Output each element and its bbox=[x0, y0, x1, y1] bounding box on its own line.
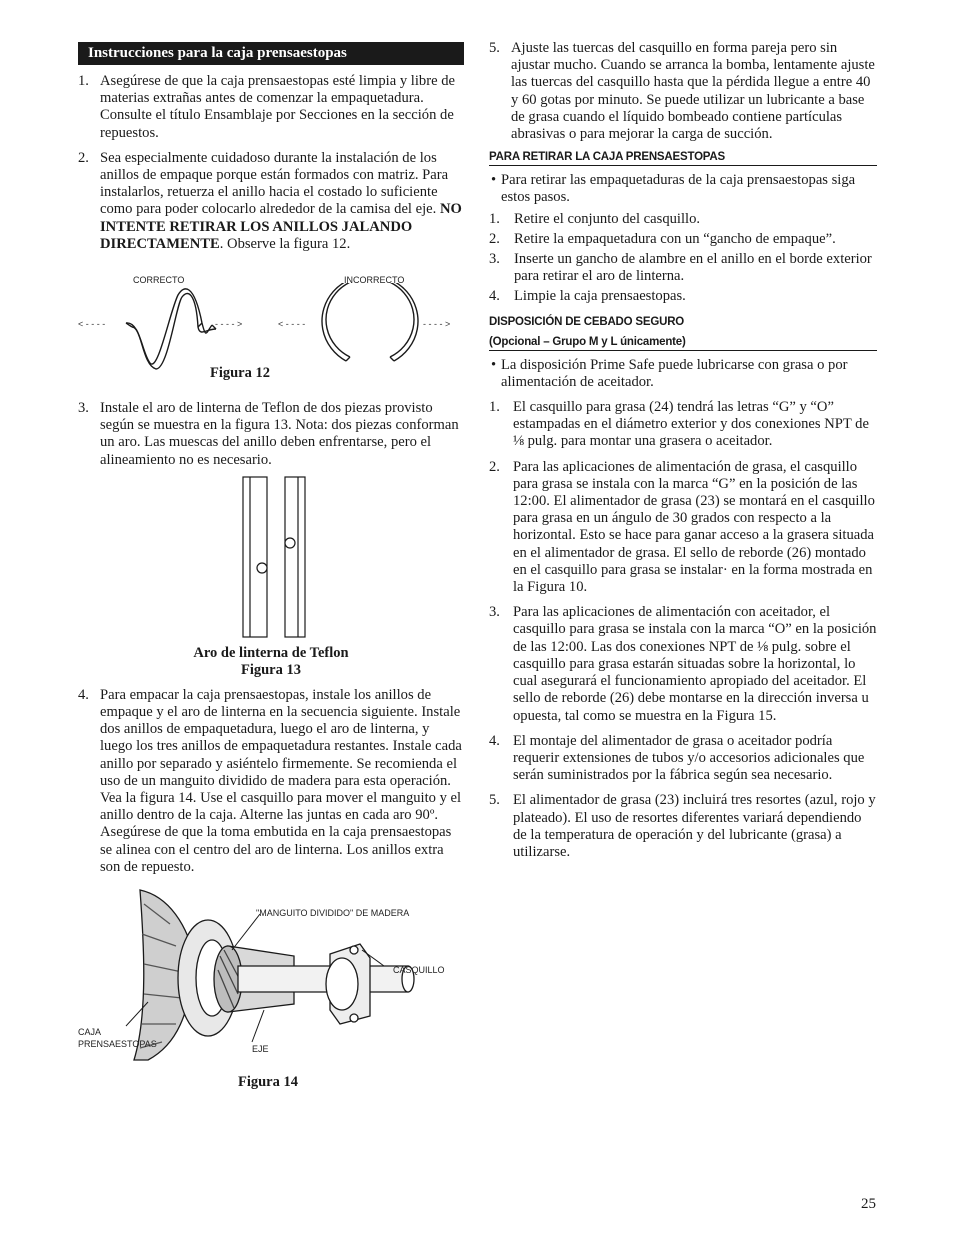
step-text: Inserte un gancho de alambre en el anillo en el borde exterior para retirar el aro de linterna. bbox=[514, 251, 872, 285]
figure-14 bbox=[78, 884, 464, 1104]
instruction-item-4 bbox=[78, 687, 464, 876]
prime-safe-bullet bbox=[489, 357, 877, 391]
step-number: 2. bbox=[489, 230, 500, 247]
item-text: Instale el aro de linterna de Teflon de dos piezas provisto según se muestra en la figura 13. Nota: dos piezas conforman un aro. Las muescas del anillo deben enfrentarse, pero el alineamiento no es necesario. bbox=[100, 400, 459, 468]
figure-12-caption: Figura 12 bbox=[209, 365, 270, 382]
item-warning: NO INTENTE RETIRAR LOS ANILLOS JALANDO DIRECTAMENTE bbox=[100, 201, 462, 252]
item-number: 3. bbox=[489, 604, 500, 621]
label-stuffing-box-2: PRENSAESTOPAS bbox=[78, 1039, 157, 1050]
item-number: 1. bbox=[78, 73, 89, 89]
figure-13-caption-title: Aro de linterna de Teflon bbox=[193, 644, 349, 661]
prime-item-3 bbox=[489, 604, 877, 724]
lantern-ring-diagram bbox=[78, 473, 464, 643]
step-number: 3. bbox=[489, 251, 500, 268]
item-number: 3. bbox=[78, 400, 89, 417]
prime-item-1 bbox=[489, 399, 877, 451]
item-text: Para las aplicaciones de alimentación con aceitador, el casquillo para grasa se instala con la marca “O” en la posición de las 12:00. Las dos conexiones NPT de ⅛ pulg. sobre el casquillo para grasa estarán situadas sobre la horizontal, lo cual asegurará el funcionamiento apropiado del aceitador. El sello de reborde (26) debe montarse en la dirección inversa u opuesta, tal como se muestra en la Figura 15. bbox=[513, 604, 877, 724]
prime-safe-subheading: (Opcional – Grupo M y L únicamente) bbox=[489, 336, 877, 351]
item-text: Sea especialmente cuidadoso durante la instalación de los anillos de empaque porque están formados con matriz. Para instalarlos, retuerza el anillo hacia el costado lo suficiente como para poder colocarlo alrededor de la camisa del eje. bbox=[100, 149, 449, 218]
section-title: Instrucciones para la caja prensaestopas bbox=[78, 42, 464, 65]
figure-13 bbox=[78, 473, 464, 683]
removal-step-4 bbox=[489, 288, 877, 305]
svg-text:< - - - -: < - - - - bbox=[278, 319, 306, 330]
prime-safe-heading: DISPOSICIÓN DE CEBADO SEGURO bbox=[489, 315, 685, 328]
instruction-item-5 bbox=[489, 40, 877, 143]
label-wooden-sleeve: "MANGUITO DIVIDIDO" DE MADERA bbox=[256, 908, 410, 919]
step-text: Retire el conjunto del casquillo. bbox=[514, 210, 701, 227]
label-incorrect: INCORRECTO bbox=[344, 275, 405, 286]
removal-step-3 bbox=[489, 251, 877, 285]
item-number: 5. bbox=[489, 40, 500, 56]
item-text: Para empacar la caja prensaestopas, instale los anillos de empaque y el aro de linterna en la secuencia siguiente. Instale dos anillos de empaquetadura, luego el aro de linterna, y luego los tres anillos de empaquetadura restantes. Instale cada anillo por separado y asiéntelo firmemente. Se recomienda el uso de un manguito dividido de madera para esta operación. Vea la figura 14. Use el casquillo para mover el manguito y el anillo dentro de la caja. Alterne las juntas en cada aro 90º. Asegúrese de que la toma embutida en la caja prensaestopas se alinea con el centro del aro de linterna. Los anillos extra son de repuesto. bbox=[100, 686, 462, 875]
item-number: 4. bbox=[489, 732, 500, 749]
label-gland: CASQUILLO bbox=[393, 965, 445, 976]
item-number: 4. bbox=[78, 686, 89, 703]
instruction-item-1 bbox=[78, 73, 464, 142]
step-text: Limpie la caja prensaestopas. bbox=[514, 288, 686, 305]
instruction-item-2 bbox=[78, 150, 464, 253]
item-number: 1. bbox=[489, 399, 500, 416]
right-column bbox=[489, 40, 877, 861]
removal-step-1 bbox=[489, 211, 877, 228]
svg-text:< - - - -: < - - - - bbox=[78, 319, 106, 330]
step-number: 4. bbox=[489, 288, 500, 305]
page-number: 25 bbox=[861, 1196, 876, 1212]
prime-item-4 bbox=[489, 733, 877, 785]
item-number: 2. bbox=[489, 458, 500, 475]
bullet-text: Para retirar las empaquetaduras de la caja prensaestopas siga estos pasos. bbox=[501, 172, 856, 206]
svg-text:- - - - >: - - - - > bbox=[215, 319, 243, 330]
item-number: 2. bbox=[78, 149, 89, 166]
step-text: Retire la empaquetadura con un “gancho de empaque”. bbox=[514, 230, 836, 247]
svg-text:- - - - >: - - - - > bbox=[423, 319, 451, 330]
item-text: Asegúrese de que la caja prensaestopas esté limpia y libre de materias extrañas antes de comenzar la empaquetadura. Consulte el título Ensamblaje por Secciones en la sección de repuestos. bbox=[100, 73, 455, 141]
item-text: Para las aplicaciones de alimentación de grasa, el casquillo para grasa se instala con la marca “G” en la posición de las 12:00. El alimentador de grasa (23) se montará en el casquillo para grasa en un ángulo de 30 grados con respecto a la horizontal. Esto se hace para ganar acceso a la grasera situada en el alimentador de grasa. El sello de reborde (26) montado en el casquillo para grasa se instalar· en la forma mostrada en la Figura 10. bbox=[513, 458, 875, 596]
figure-12 bbox=[78, 259, 464, 394]
item-text: Ajuste las tuercas del casquillo en forma pareja pero sin ajustar mucho. Cuando se arranca la bomba, lentamente ajuste las tuercas del casquillo hasta que la pérdida llegue a entre 40 y 60 gotas por minuto. Se puede utilizar un lubricante a base de grasa cuando el líquido bombeado contiene partículas abrasivas o para mejorar la carga de succión. bbox=[511, 40, 875, 143]
instruction-item-3 bbox=[78, 400, 464, 469]
left-column bbox=[78, 40, 464, 1104]
item-number: 5. bbox=[489, 792, 500, 809]
item-text: El montaje del alimentador de grasa o aceitador podría requerir extensiones de tubos y/o accesorios adicionales que serán suministrados por la fábrica según sea necesario. bbox=[513, 732, 865, 784]
label-stuffing-box-1: CAJA bbox=[78, 1027, 102, 1038]
prime-item-2 bbox=[489, 459, 877, 597]
item-text: El casquillo para grasa (24) tendrá las letras “G” y “O” estampadas en el diámetro exterior y dos conexiones NPT de ⅛ pulg. para montar una grasera o aceitador. bbox=[513, 399, 869, 450]
item-text-end: . Observe la figura 12. bbox=[219, 235, 351, 252]
bullet: • bbox=[491, 356, 497, 373]
step-number: 1. bbox=[489, 210, 500, 227]
label-shaft: EJE bbox=[252, 1044, 269, 1055]
prime-item-5 bbox=[489, 792, 877, 861]
label-correct: CORRECTO bbox=[133, 275, 185, 286]
bullet: • bbox=[491, 172, 497, 189]
bullet-text: La disposición Prime Safe puede lubricarse con grasa o por alimentación de aceitador. bbox=[501, 356, 848, 390]
figure-14-caption: Figura 14 bbox=[237, 1074, 298, 1091]
figure-13-caption: Figura 13 bbox=[240, 661, 301, 678]
removal-heading: PARA RETIRAR LA CAJA PRENSAESTOPAS bbox=[489, 151, 877, 166]
item-text: El alimentador de grasa (23) incluirá tres resortes (azul, rojo y plateado). El uso de resortes diferentes variará dependiendo de la temperatura de operación y del lubricante (grasa) a utilizarse. bbox=[513, 792, 876, 860]
removal-bullet bbox=[489, 172, 877, 206]
removal-step-2 bbox=[489, 231, 877, 248]
